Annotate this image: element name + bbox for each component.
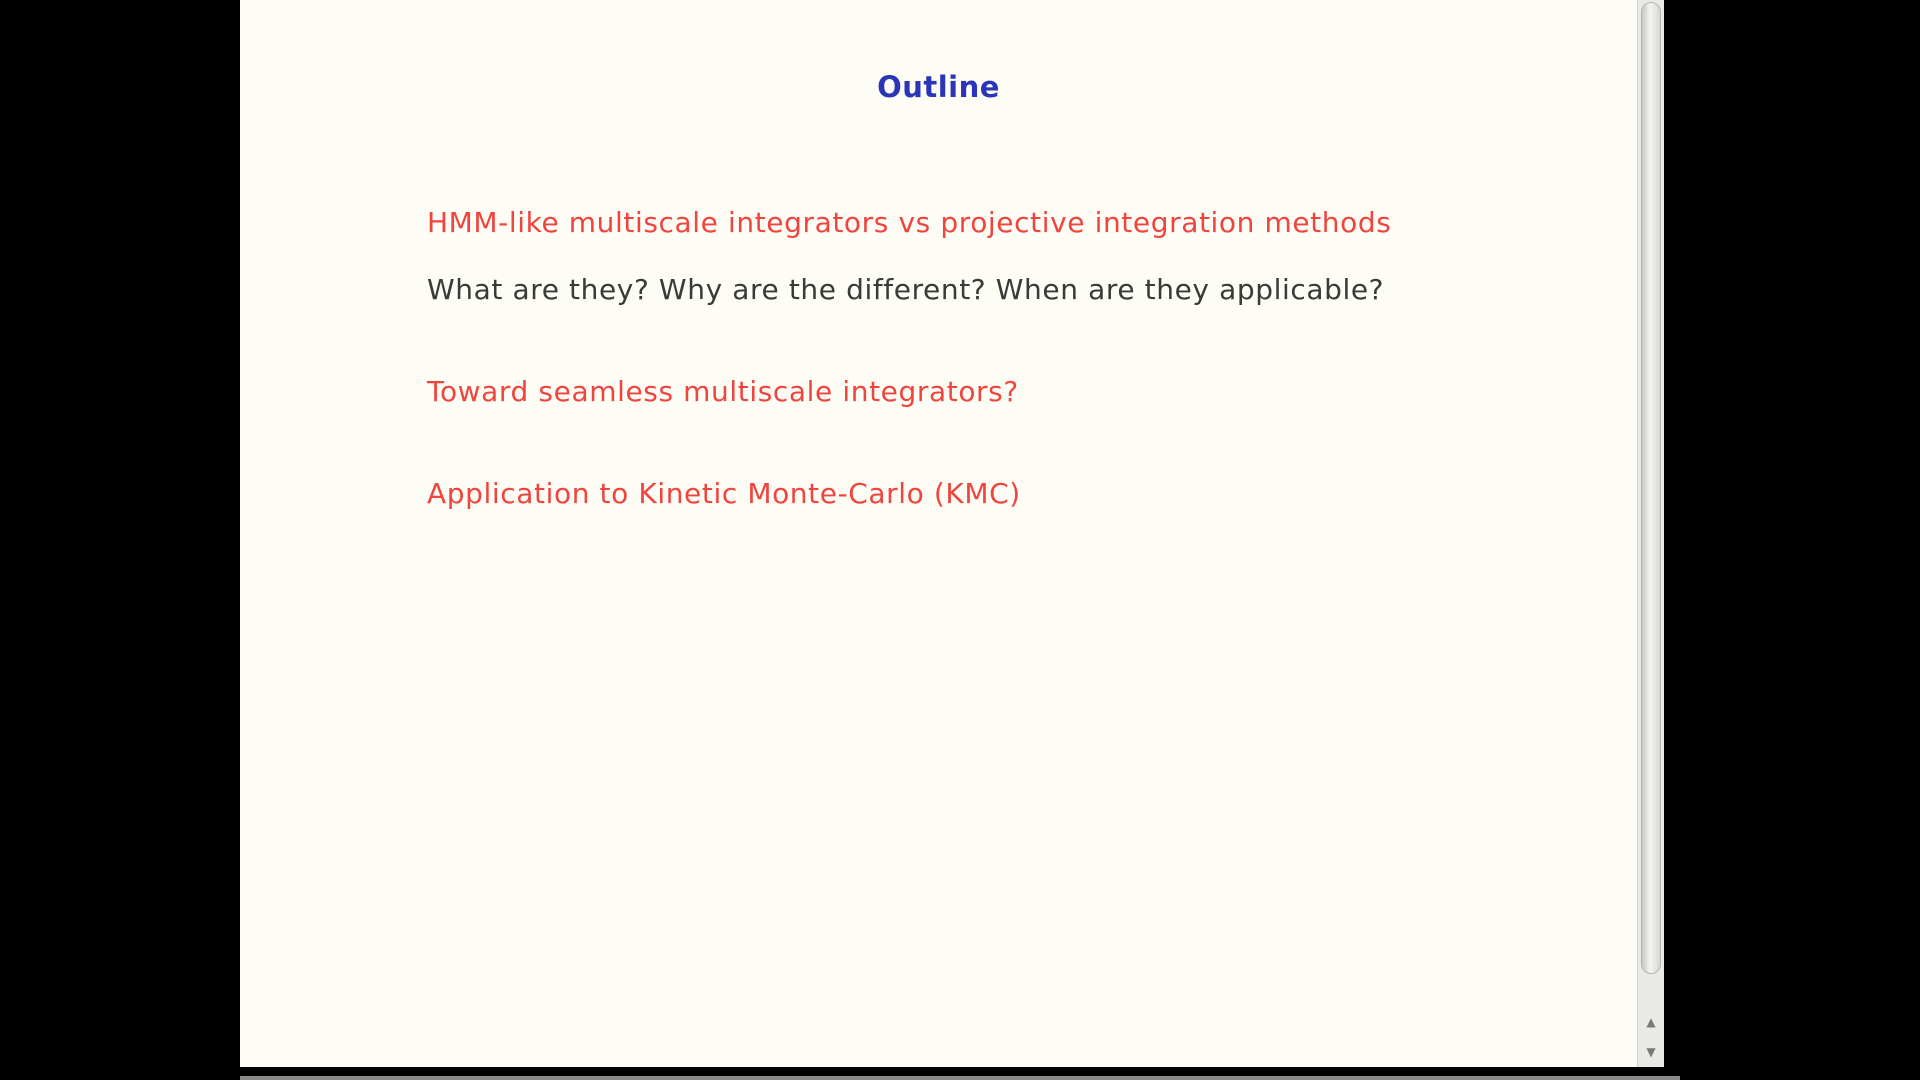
outline-item-kmc: Application to Kinetic Monte-Carlo (KMC) (427, 477, 1021, 510)
presentation-slide (240, 0, 1637, 1067)
outline-item-seamless: Toward seamless multiscale integrators? (427, 375, 1019, 408)
slide-title: Outline (877, 70, 1000, 104)
scroll-up-arrow-icon[interactable]: ▲ (1646, 1015, 1656, 1029)
outline-item-hmm: HMM-like multiscale integrators vs projective integration methods (427, 206, 1392, 239)
outline-item-questions: What are they? Why are the different? When are they applicable? (427, 273, 1385, 306)
scrollbar-thumb[interactable] (1641, 2, 1661, 974)
bottom-divider (240, 1076, 1680, 1080)
vertical-scrollbar[interactable] (1637, 0, 1664, 1067)
scroll-down-arrow-icon[interactable]: ▼ (1646, 1045, 1656, 1059)
